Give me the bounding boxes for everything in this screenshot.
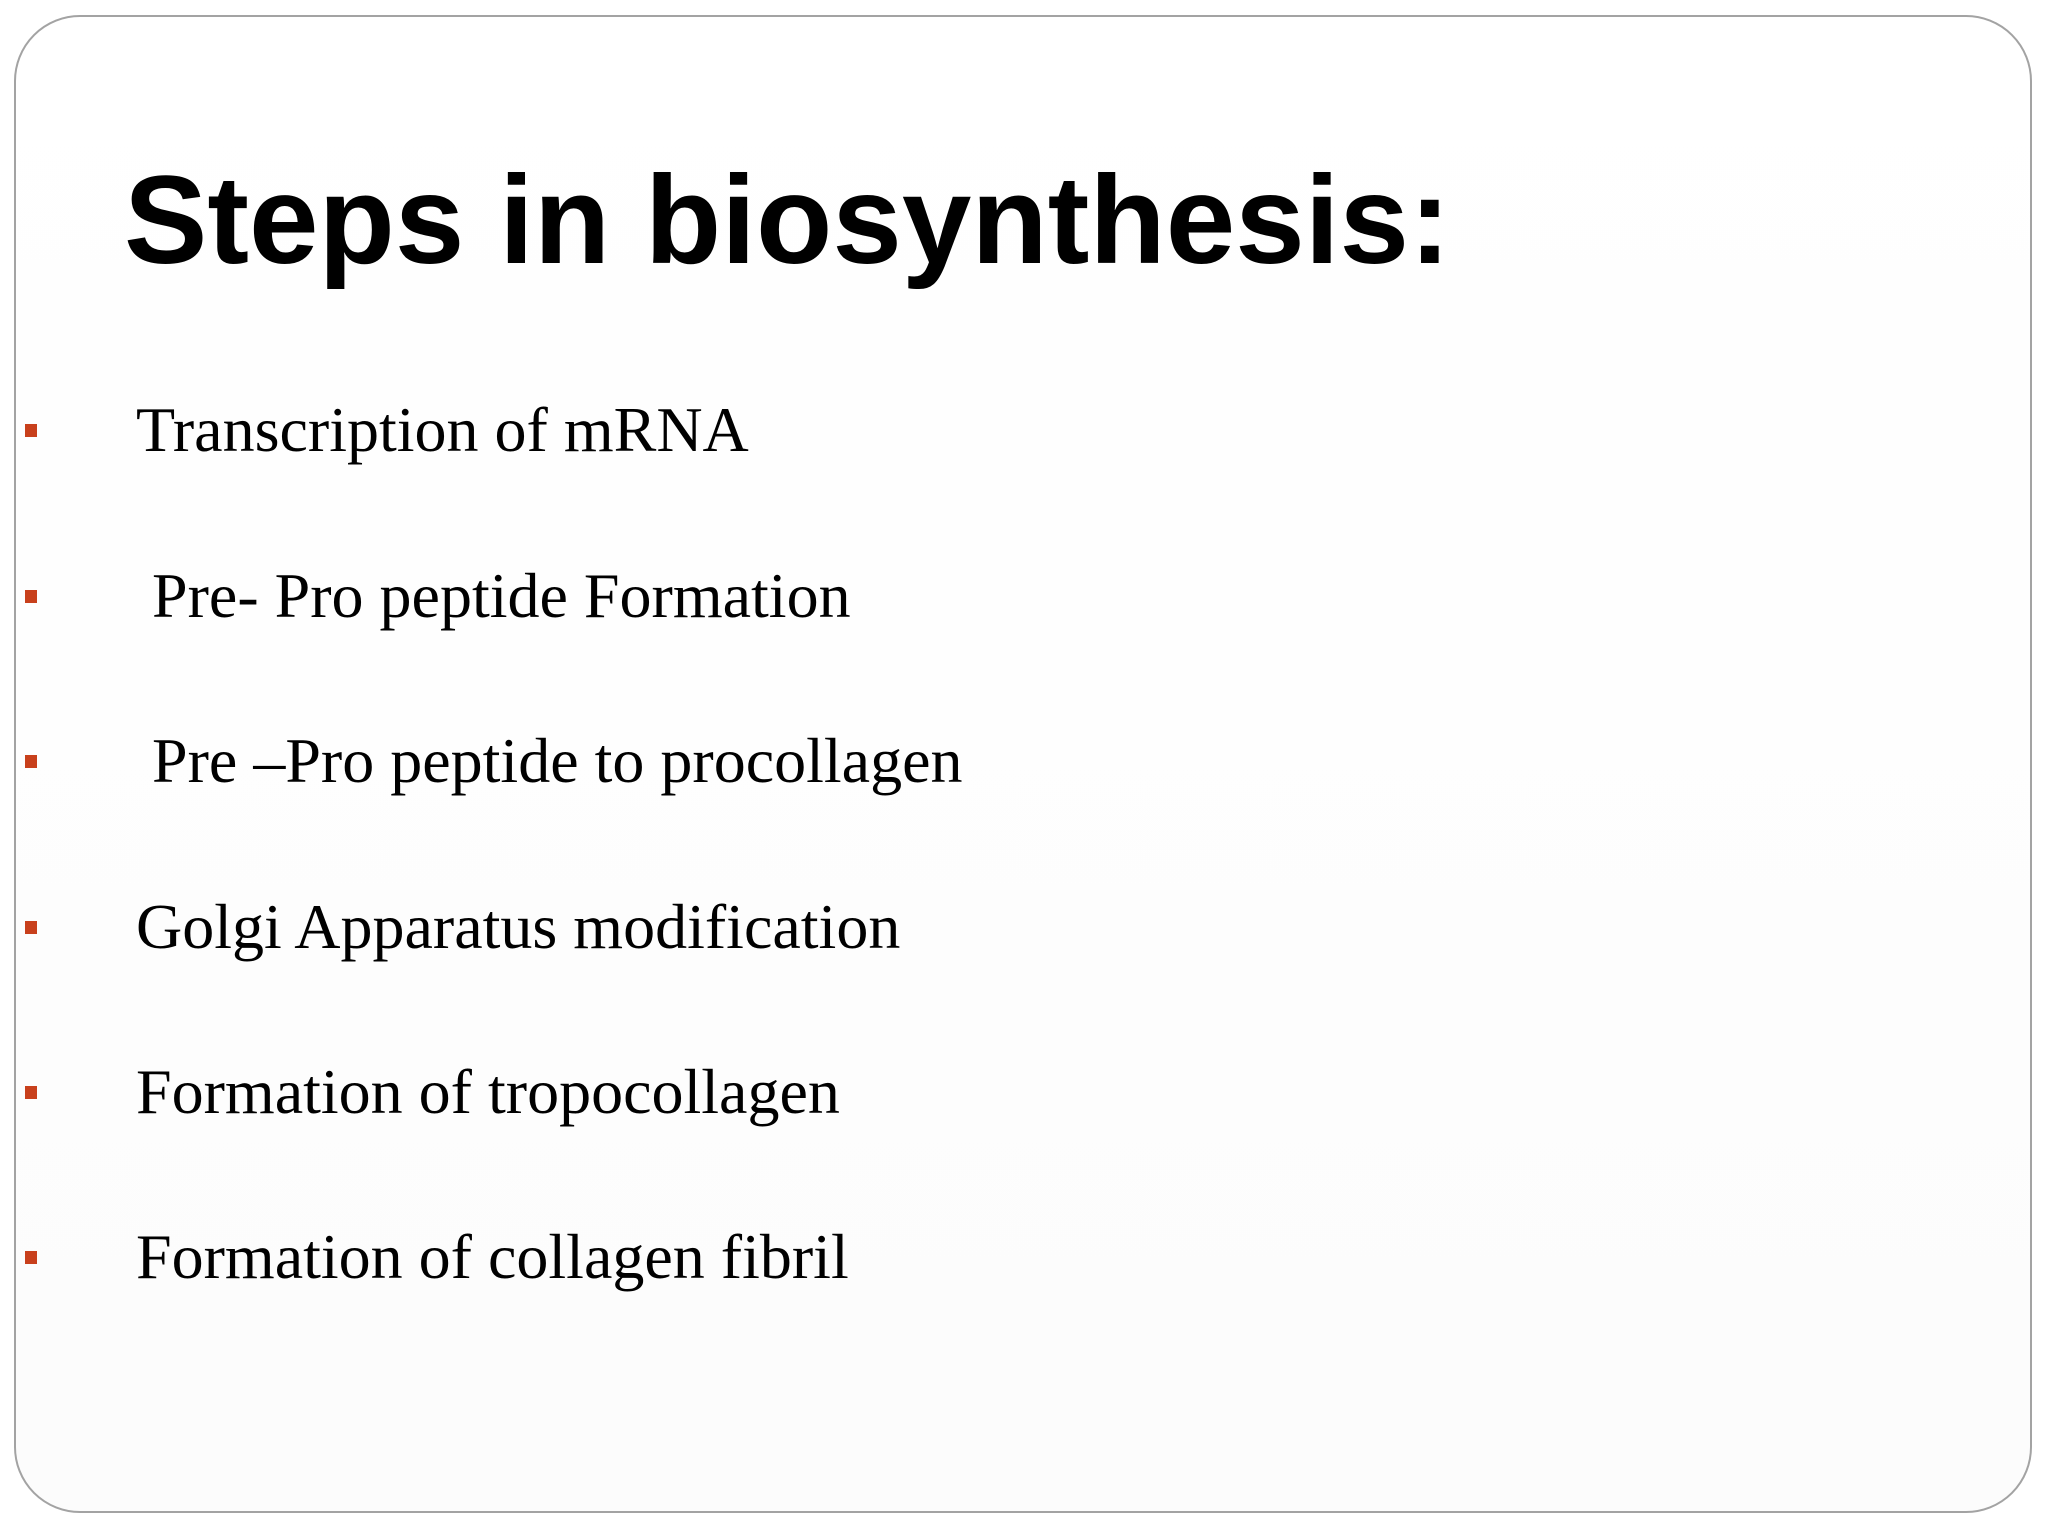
square-bullet-icon — [25, 590, 37, 603]
list-item — [0, 551, 1400, 641]
list-item — [0, 385, 1400, 475]
list-item-text: Pre –Pro peptide to procollagen — [152, 725, 963, 796]
list-item — [0, 716, 1400, 806]
list-item-text: Transcription of mRNA — [136, 394, 749, 465]
list-item-text: Formation of tropocollagen — [136, 1056, 840, 1127]
square-bullet-icon — [25, 1086, 37, 1099]
square-bullet-icon — [25, 424, 37, 437]
list-item-text: Formation of collagen fibril — [136, 1221, 849, 1292]
square-bullet-icon — [25, 1251, 37, 1264]
square-bullet-icon — [25, 755, 37, 768]
list-item-text: Golgi Apparatus modification — [136, 891, 901, 962]
list-item — [0, 1047, 1400, 1137]
square-bullet-icon — [25, 921, 37, 934]
slide-title: Steps in biosynthesis: — [124, 151, 1451, 290]
list-item — [0, 882, 1400, 972]
list-item-text: Pre- Pro peptide Formation — [152, 560, 851, 631]
list-item — [0, 1212, 1400, 1302]
